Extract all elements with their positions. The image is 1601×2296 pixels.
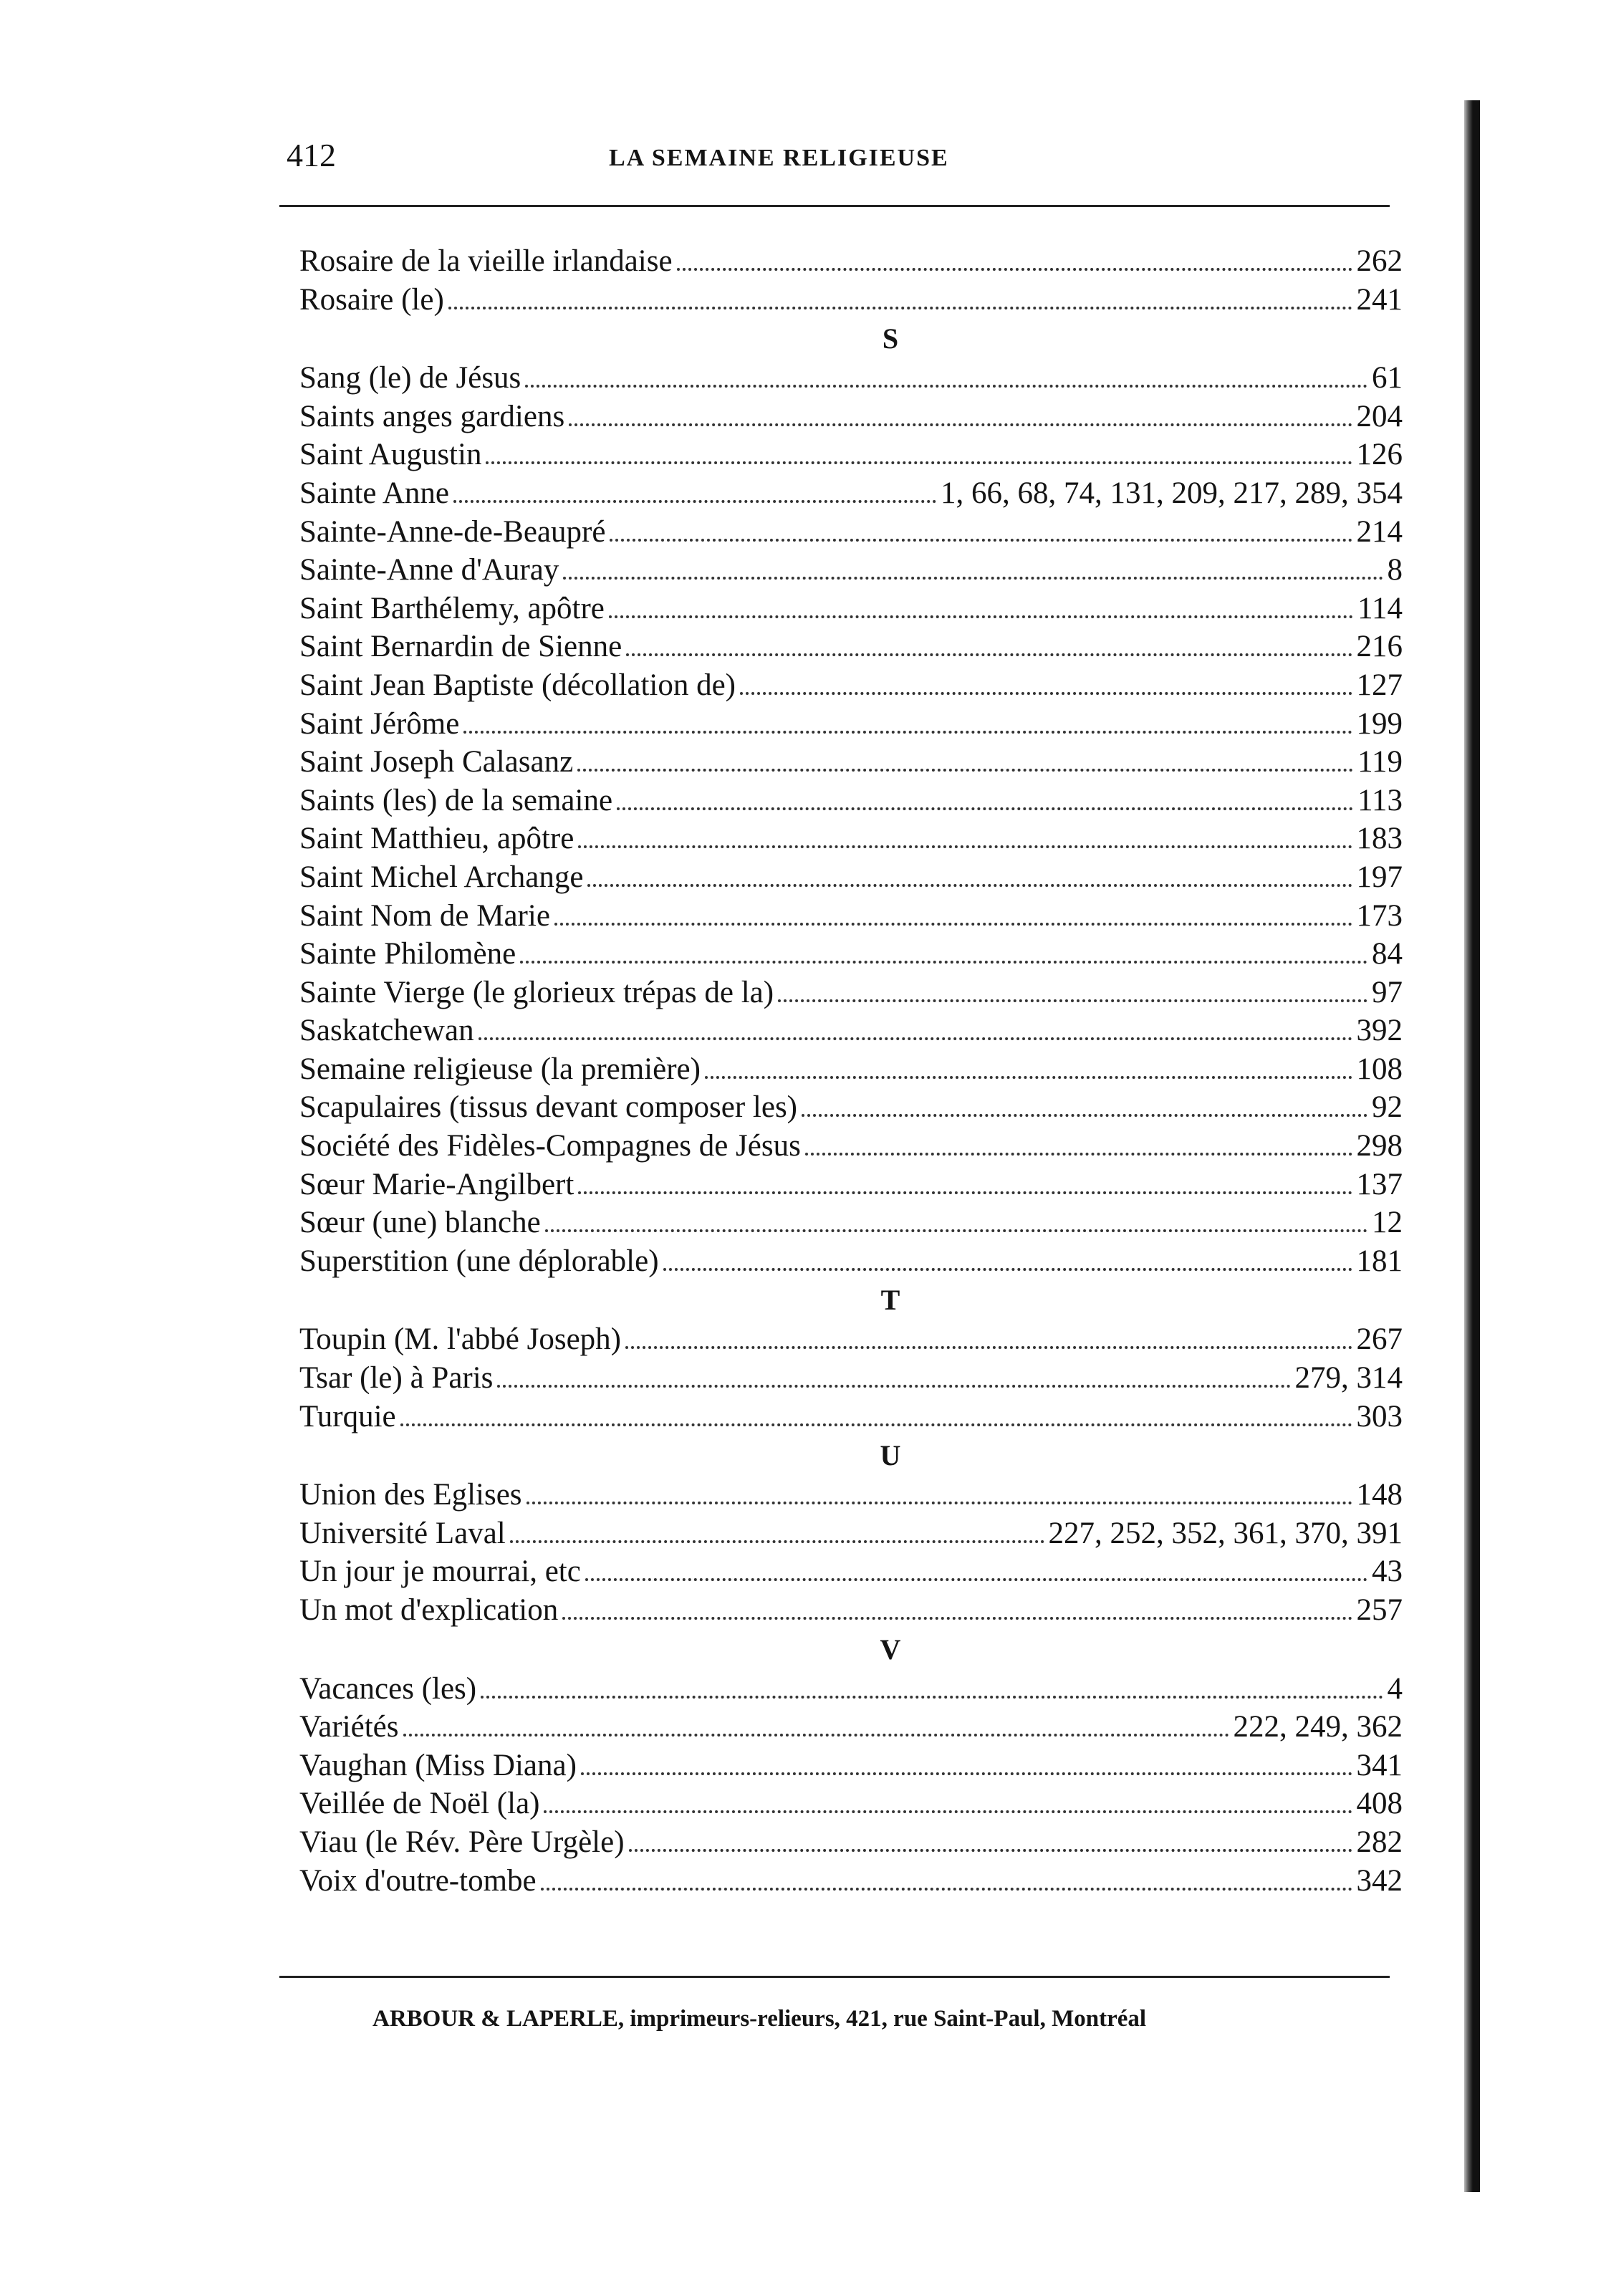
entry-title: Voix d'outre-tombe bbox=[299, 1863, 537, 1898]
index-entry bbox=[299, 1708, 1403, 1747]
index-entry bbox=[299, 1242, 1403, 1281]
index-entry bbox=[299, 551, 1403, 590]
entry-title: Toupin (M. l'abbé Joseph) bbox=[299, 1322, 622, 1357]
entry-pages: 119 bbox=[1357, 745, 1403, 779]
entry-title: Tsar (le) à Paris bbox=[299, 1361, 494, 1396]
dot-leader bbox=[740, 692, 1352, 695]
entry-title: Rosaire de la vieille irlandaise bbox=[299, 244, 673, 278]
dot-leader bbox=[562, 1617, 1352, 1620]
entry-pages: 114 bbox=[1357, 591, 1403, 625]
entry-title: Veillée de Noël (la) bbox=[299, 1787, 540, 1821]
entry-pages: 181 bbox=[1356, 1244, 1403, 1278]
index-entry bbox=[299, 281, 1403, 320]
index-entry bbox=[299, 513, 1403, 552]
entry-pages: 214 bbox=[1356, 514, 1403, 549]
entry-pages: 12 bbox=[1372, 1206, 1403, 1240]
index-entry bbox=[299, 1862, 1403, 1901]
dot-leader bbox=[802, 1114, 1367, 1117]
entry-title: Vacances (les) bbox=[299, 1671, 477, 1706]
entry-pages: 341 bbox=[1356, 1748, 1403, 1782]
printer-imprint: ARBOUR & LAPERLE, imprimeurs-relieurs, 421, rue Saint-Paul, Montréal bbox=[372, 2006, 1147, 2032]
index-entry bbox=[299, 590, 1403, 628]
entry-pages: 108 bbox=[1356, 1052, 1403, 1086]
entry-title: Turquie bbox=[299, 1399, 396, 1433]
index-entry bbox=[299, 1670, 1403, 1709]
dot-leader bbox=[453, 500, 936, 503]
index-entry bbox=[299, 705, 1403, 744]
index-entry bbox=[299, 1591, 1403, 1630]
entry-title: Vaughan (Miss Diana) bbox=[299, 1748, 577, 1782]
dot-leader bbox=[486, 461, 1352, 464]
entry-pages: 113 bbox=[1357, 783, 1403, 817]
index-entry bbox=[299, 1050, 1403, 1089]
entry-title: Sainte Philomène bbox=[299, 937, 516, 971]
entry-title: Saints anges gardiens bbox=[299, 399, 565, 433]
index-entry bbox=[299, 398, 1403, 436]
entry-title: Sœur (une) blanche bbox=[299, 1206, 541, 1240]
page-number: 412 bbox=[287, 137, 336, 173]
index-list bbox=[299, 242, 1403, 1900]
index-entry bbox=[299, 1012, 1403, 1050]
entry-pages: 282 bbox=[1356, 1825, 1403, 1859]
entry-pages: 97 bbox=[1372, 975, 1403, 1009]
dot-leader bbox=[525, 385, 1367, 388]
entry-title: Semaine religieuse (la première) bbox=[299, 1052, 701, 1086]
index-entry bbox=[299, 974, 1403, 1012]
index-entry bbox=[299, 743, 1403, 782]
entry-title: Un mot d'explication bbox=[299, 1593, 559, 1627]
index-entry bbox=[299, 1785, 1403, 1823]
dot-leader bbox=[705, 1076, 1352, 1079]
dot-leader bbox=[663, 1268, 1352, 1271]
dot-leader bbox=[778, 999, 1367, 1002]
entry-title: Sainte Anne bbox=[299, 476, 449, 510]
entry-title: Saint Bernardin de Sienne bbox=[299, 630, 622, 664]
entry-pages: 126 bbox=[1356, 438, 1403, 472]
index-entry bbox=[299, 436, 1403, 474]
entry-title: Sainte-Anne d'Auray bbox=[299, 553, 559, 587]
entry-pages: 4 bbox=[1387, 1671, 1403, 1706]
entry-pages: 227, 252, 352, 361, 370, 391 bbox=[1048, 1516, 1403, 1550]
entry-title: Saskatchewan bbox=[299, 1014, 474, 1048]
section-letter: U bbox=[880, 1439, 901, 1472]
dot-leader bbox=[463, 731, 1352, 734]
entry-title: Un jour je mourrai, etc bbox=[299, 1555, 581, 1589]
entry-pages: 216 bbox=[1356, 630, 1403, 664]
index-entry bbox=[299, 666, 1403, 705]
dot-leader bbox=[677, 268, 1352, 271]
dot-leader bbox=[544, 1810, 1352, 1813]
index-entry bbox=[299, 1204, 1403, 1242]
section-letter: V bbox=[880, 1633, 901, 1666]
header-rule bbox=[279, 205, 1390, 207]
entry-title: Saint Joseph Calasanz bbox=[299, 745, 574, 779]
index-entry bbox=[299, 1514, 1403, 1553]
dot-leader bbox=[563, 577, 1383, 580]
index-entry bbox=[299, 474, 1403, 513]
index-entry bbox=[299, 897, 1403, 936]
dot-leader bbox=[554, 923, 1352, 926]
entry-title: Union des Eglises bbox=[299, 1478, 522, 1512]
footer-rule bbox=[279, 1976, 1390, 1978]
entry-pages: 257 bbox=[1356, 1593, 1403, 1627]
entry-pages: 1, 66, 68, 74, 131, 209, 217, 289, 354 bbox=[941, 476, 1403, 510]
entry-title: Université Laval bbox=[299, 1516, 506, 1550]
index-entry bbox=[299, 935, 1403, 974]
entry-title: Saint Nom de Marie bbox=[299, 898, 550, 933]
entry-pages: 148 bbox=[1356, 1478, 1403, 1512]
dot-leader bbox=[581, 1772, 1352, 1775]
entry-pages: 267 bbox=[1356, 1322, 1403, 1357]
section-letter: T bbox=[880, 1284, 900, 1317]
dot-leader bbox=[510, 1540, 1044, 1543]
entry-pages: 197 bbox=[1356, 860, 1403, 894]
dot-leader bbox=[587, 884, 1352, 887]
dot-leader bbox=[577, 769, 1353, 772]
entry-pages: 241 bbox=[1356, 282, 1403, 317]
index-entry bbox=[299, 1747, 1403, 1785]
entry-title: Viau (le Rév. Père Urgèle) bbox=[299, 1825, 625, 1859]
index-entry bbox=[299, 1476, 1403, 1514]
index-entry bbox=[299, 820, 1403, 858]
entry-pages: 127 bbox=[1356, 668, 1403, 702]
running-title: LA SEMAINE RELIGIEUSE bbox=[609, 145, 949, 171]
index-entry bbox=[299, 1127, 1403, 1166]
entry-title: Saints (les) de la semaine bbox=[299, 783, 613, 817]
binding-edge bbox=[1464, 100, 1480, 2192]
index-entry bbox=[299, 242, 1403, 281]
entry-title: Scapulaires (tissus devant composer les) bbox=[299, 1090, 797, 1125]
dot-leader bbox=[479, 1037, 1352, 1040]
entry-title: Saint Michel Archange bbox=[299, 860, 584, 894]
entry-title: Sang (le) de Jésus bbox=[299, 361, 521, 395]
dot-leader bbox=[569, 423, 1352, 426]
entry-title: Sœur Marie-Angilbert bbox=[299, 1167, 574, 1201]
entry-title: Saint Matthieu, apôtre bbox=[299, 822, 574, 856]
dot-leader bbox=[609, 615, 1353, 618]
dot-leader bbox=[545, 1229, 1367, 1232]
entry-title: Saint Jean Baptiste (décollation de) bbox=[299, 668, 736, 702]
dot-leader bbox=[610, 539, 1352, 542]
dot-leader bbox=[481, 1696, 1383, 1699]
entry-pages: 298 bbox=[1356, 1129, 1403, 1163]
entry-title: Saint Barthélemy, apôtre bbox=[299, 591, 605, 625]
index-entry bbox=[299, 1359, 1403, 1398]
dot-leader bbox=[625, 1346, 1352, 1349]
index-entry bbox=[299, 858, 1403, 897]
index-entry bbox=[299, 1166, 1403, 1204]
entry-pages: 303 bbox=[1356, 1399, 1403, 1433]
entry-pages: 183 bbox=[1356, 822, 1403, 856]
dot-leader bbox=[403, 1734, 1229, 1737]
dot-leader bbox=[448, 307, 1352, 309]
index-entry bbox=[299, 1088, 1403, 1127]
dot-leader bbox=[541, 1888, 1352, 1891]
entry-pages: 222, 249, 362 bbox=[1233, 1710, 1403, 1744]
index-entry bbox=[299, 1552, 1403, 1591]
entry-title: Sainte Vierge (le glorieux trépas de la) bbox=[299, 975, 774, 1009]
entry-pages: 84 bbox=[1372, 937, 1403, 971]
index-entry bbox=[299, 782, 1403, 820]
entry-pages: 279, 314 bbox=[1294, 1361, 1403, 1396]
dot-leader bbox=[585, 1578, 1367, 1581]
entry-pages: 262 bbox=[1356, 244, 1403, 278]
dot-leader bbox=[805, 1153, 1352, 1156]
entry-pages: 8 bbox=[1387, 553, 1403, 587]
entry-pages: 61 bbox=[1372, 361, 1403, 395]
entry-pages: 408 bbox=[1356, 1787, 1403, 1821]
entry-pages: 199 bbox=[1356, 706, 1403, 741]
entry-title: Sainte-Anne-de-Beaupré bbox=[299, 514, 606, 549]
entry-title: Société des Fidèles-Compagnes de Jésus bbox=[299, 1129, 801, 1163]
dot-leader bbox=[400, 1423, 1352, 1426]
entry-pages: 137 bbox=[1356, 1167, 1403, 1201]
dot-leader bbox=[497, 1385, 1290, 1388]
entry-pages: 392 bbox=[1356, 1014, 1403, 1048]
index-entry bbox=[299, 628, 1403, 666]
dot-leader bbox=[617, 807, 1353, 810]
entry-title: Variétés bbox=[299, 1710, 399, 1744]
dot-leader bbox=[578, 1191, 1352, 1194]
index-entry bbox=[299, 1320, 1403, 1359]
dot-leader bbox=[629, 1849, 1352, 1852]
entry-title: Saint Augustin bbox=[299, 438, 482, 472]
entry-title: Rosaire (le) bbox=[299, 282, 444, 317]
entry-pages: 92 bbox=[1372, 1090, 1403, 1125]
entry-pages: 204 bbox=[1356, 399, 1403, 433]
entry-pages: 342 bbox=[1356, 1863, 1403, 1898]
index-entry bbox=[299, 359, 1403, 398]
entry-pages: 173 bbox=[1356, 898, 1403, 933]
index-entry bbox=[299, 1398, 1403, 1436]
dot-leader bbox=[520, 961, 1367, 964]
dot-leader bbox=[527, 1502, 1352, 1504]
dot-leader bbox=[626, 653, 1352, 656]
entry-pages: 43 bbox=[1372, 1555, 1403, 1589]
entry-title: Saint Jérôme bbox=[299, 706, 460, 741]
section-letter: S bbox=[882, 322, 899, 355]
dot-leader bbox=[578, 845, 1352, 848]
index-entry bbox=[299, 1823, 1403, 1862]
entry-title: Superstition (une déplorable) bbox=[299, 1244, 659, 1278]
